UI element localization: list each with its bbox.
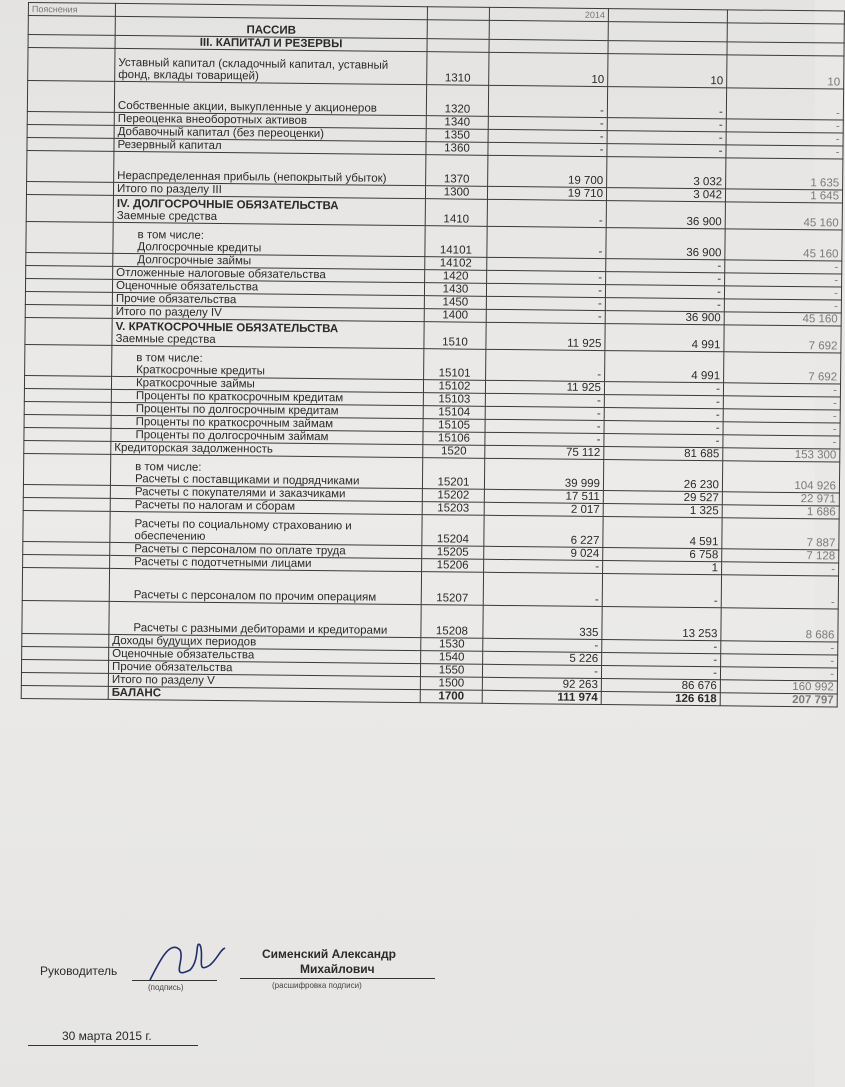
- value-2013-cell: 4 991: [605, 324, 724, 352]
- line-name: Заемные средства: [116, 209, 218, 223]
- note-cell: [26, 265, 113, 279]
- line-name-cell: [110, 511, 422, 545]
- value-2013-cell: -: [607, 87, 726, 119]
- signer-name-line1: Сименский Александр: [262, 947, 396, 961]
- note-cell: [25, 304, 112, 318]
- value-2014-cell: -: [485, 406, 604, 420]
- line-name: Прочие обязательства: [115, 292, 237, 307]
- value-2013-cell: 126 618: [601, 692, 720, 706]
- value-2012-cell: 45 160: [724, 312, 841, 326]
- line-name: Долгосрочные займы: [137, 254, 252, 268]
- line-code-cell: 1350: [426, 129, 488, 143]
- line-code-cell: [427, 39, 489, 53]
- note-cell: [28, 48, 115, 82]
- line-name: Проценты по краткосрочным займам: [135, 416, 334, 431]
- value-2012-cell: -: [721, 575, 838, 609]
- value-2013-cell: 29 527: [603, 491, 722, 505]
- line-code-cell: 15104: [423, 406, 485, 420]
- note-cell: [21, 659, 108, 673]
- signer-name-line2: Михайлович: [300, 962, 375, 976]
- value-2014-cell: 5 226: [483, 651, 602, 665]
- line-name: Расчеты с покупателями и заказчиками: [134, 486, 346, 501]
- value-2012-cell: -: [726, 119, 843, 133]
- line-name-cell: [114, 81, 426, 115]
- value-2012-cell: -: [726, 145, 843, 159]
- value-2014-cell: 17 511: [484, 489, 603, 503]
- value-2012-cell: -: [723, 409, 840, 423]
- value-2013-cell: 1: [603, 561, 722, 575]
- line-name: Расчеты с разными дебиторами и кредиторами: [133, 622, 388, 637]
- note-cell: [23, 541, 110, 555]
- line-name: Итого по разделу III: [116, 182, 222, 197]
- value-2013-cell: 3 032: [607, 157, 726, 189]
- note-cell: [24, 401, 111, 415]
- value-2012-cell: -: [726, 132, 843, 146]
- value-2012-cell: 7 128: [722, 549, 839, 563]
- value-2014-cell: [487, 257, 606, 271]
- line-code-cell: 15202: [422, 489, 484, 503]
- line-code-cell: 1520: [423, 445, 485, 459]
- line-code-cell: 1340: [426, 116, 488, 130]
- line-code-cell: 1420: [425, 270, 487, 284]
- header-note-cell: Пояснения: [28, 3, 115, 17]
- value-2012-cell: -: [725, 260, 842, 274]
- note-cell: [24, 388, 111, 402]
- line-name: в том числе:: [137, 229, 205, 242]
- line-code-cell: 1310: [427, 52, 489, 86]
- value-2012-cell: -: [722, 562, 839, 576]
- value-2013-cell: 4 991: [605, 351, 724, 383]
- value-2012-cell: 153 300: [723, 448, 840, 462]
- note-cell: [24, 375, 111, 389]
- line-name-cell: [113, 222, 425, 256]
- line-code-cell: 1530: [421, 638, 483, 652]
- value-2014-cell: 19 700: [488, 155, 607, 187]
- line-code-cell: 1400: [424, 309, 486, 323]
- line-name: Расчеты по налогам и сборам: [134, 499, 296, 513]
- line-name-sub: Краткосрочные кредиты: [136, 364, 266, 378]
- value-2012-cell: 45 160: [725, 229, 842, 261]
- note-cell: [23, 453, 110, 485]
- value-2014-cell: 6 227: [484, 515, 603, 547]
- value-2013-cell: 36 900: [606, 228, 725, 260]
- note-cell: [21, 685, 108, 699]
- value-2012-cell: 7 887: [722, 518, 839, 550]
- section-heading: IV. ДОЛГОСРОЧНЫЕ ОБЯЗАТЕЛЬСТВА: [116, 197, 339, 213]
- note-cell: [22, 646, 109, 660]
- line-name-cell: [110, 454, 422, 488]
- line-code-cell: 1370: [426, 155, 488, 187]
- date-line: [28, 1045, 198, 1046]
- value-2013-cell: -: [605, 285, 724, 299]
- note-cell: [25, 317, 112, 345]
- role-label: Руководитель: [40, 964, 118, 978]
- value-2014-cell: 39 999: [484, 458, 603, 490]
- value-2013-cell: 13 253: [602, 607, 721, 641]
- value-2012-cell: 7 692: [724, 325, 841, 353]
- value-2012-cell: 104 926: [722, 461, 839, 493]
- decode-caption: (расшифровка подписи): [272, 981, 362, 990]
- value-2012-cell: -: [725, 273, 842, 287]
- line-name: Проценты по долгосрочным кредитам: [135, 403, 339, 418]
- value-2013-cell: -: [607, 118, 726, 132]
- value-2014-cell: -: [488, 129, 607, 143]
- note-cell: [26, 181, 113, 195]
- line-name: БАЛАНС: [111, 686, 162, 700]
- line-name: Проценты по долгосрочным займам: [135, 429, 329, 444]
- line-name-cell: [112, 345, 424, 379]
- value-2012-cell: 10: [727, 55, 844, 89]
- value-2014-cell: -: [487, 270, 606, 284]
- value-2012-cell: 7 692: [724, 352, 841, 384]
- line-code-cell: 14102: [425, 257, 487, 271]
- value-2014-cell: -: [483, 638, 602, 652]
- value-2012-cell: -: [726, 88, 843, 120]
- line-code-cell: 1320: [426, 85, 488, 117]
- note-cell: [22, 633, 109, 647]
- value-2013-cell: 10: [608, 54, 727, 88]
- note-cell: [23, 510, 110, 542]
- line-code-cell: 15201: [422, 458, 484, 490]
- sign-caption: (подпись): [148, 983, 184, 992]
- line-code-cell: 1300: [425, 186, 487, 200]
- line-name: Заемные средства: [115, 332, 216, 346]
- value-2013-cell: -: [602, 574, 721, 608]
- line-name: Переоценка внеоборотных активов: [117, 112, 308, 127]
- line-code-cell: 15207: [421, 572, 483, 606]
- section-heading: V. КРАТКОСРОЧНЫЕ ОБЯЗАТЕЛЬСТВА: [115, 320, 339, 336]
- line-code-cell: 15208: [421, 605, 483, 639]
- line-name-cell: [112, 318, 424, 348]
- value-2013-cell: 1 325: [603, 504, 722, 518]
- line-name: Итого по разделу V: [111, 673, 215, 687]
- line-name: Оценочные обязательства: [115, 279, 259, 294]
- value-2012-cell: 22 971: [722, 492, 839, 506]
- line-name: Доходы будущих периодов: [112, 634, 257, 649]
- value-2013-cell: -: [602, 640, 721, 654]
- line-name-cell: [115, 48, 427, 84]
- note-cell: [27, 111, 114, 125]
- value-2012-cell: [727, 42, 844, 56]
- note-cell: [22, 600, 109, 634]
- value-2012-cell: 1 645: [725, 189, 842, 203]
- value-2014-cell: 92 263: [482, 677, 601, 691]
- line-code-cell: 15205: [422, 546, 484, 560]
- value-2013-cell: 3 042: [606, 188, 725, 202]
- value-2013-cell: 6 758: [603, 548, 722, 562]
- line-code-cell: 15103: [423, 393, 485, 407]
- value-2014-cell: 11 925: [486, 322, 605, 350]
- value-2012-cell: 1 686: [722, 505, 839, 519]
- value-2013-cell: -: [604, 395, 723, 409]
- line-code-cell: 1500: [420, 677, 482, 691]
- handwritten-signature: [140, 930, 230, 990]
- signature-block: [0, 900, 815, 1087]
- value-2013-cell: 81 685: [604, 447, 723, 461]
- value-2013-cell: -: [607, 144, 726, 158]
- value-2012-cell: -: [723, 383, 840, 397]
- value-2014-cell: -: [485, 432, 604, 446]
- value-2013-cell: 4 591: [603, 517, 722, 549]
- note-cell: [25, 278, 112, 292]
- section-title: ПАССИВ: [115, 16, 427, 38]
- note-cell: [27, 81, 114, 113]
- line-code-cell: 1550: [420, 664, 482, 678]
- note-cell: [27, 150, 114, 182]
- value-2013-cell: -: [604, 434, 723, 448]
- value-2014-cell: [489, 39, 608, 53]
- line-name: Добавочный капитал (без переоценки): [117, 125, 325, 141]
- value-2014-cell: 335: [483, 605, 602, 639]
- line-name: Краткосрочные займы: [135, 377, 255, 391]
- value-2012-cell: -: [721, 641, 838, 655]
- value-2014-cell: -: [487, 199, 606, 227]
- line-code-cell: 1360: [426, 142, 488, 156]
- value-2014-cell: -: [484, 559, 603, 573]
- note-cell: [21, 672, 108, 686]
- value-2014-cell: 19 710: [487, 186, 606, 200]
- line-code-cell: 1700: [420, 690, 482, 704]
- value-2012-cell: 160 992: [720, 680, 837, 694]
- note-cell: [23, 484, 110, 498]
- value-2014-cell: 9 024: [484, 546, 603, 560]
- value-2012-cell: 1 635: [726, 158, 843, 190]
- value-2012-cell: -: [723, 396, 840, 410]
- value-2013-cell: -: [606, 259, 725, 273]
- note-cell: [24, 414, 111, 428]
- value-2012-cell: -: [724, 299, 841, 313]
- value-2013-cell: 86 676: [601, 679, 720, 693]
- value-2013-cell: -: [604, 408, 723, 422]
- line-name: Расчеты с подотчетными лицами: [134, 556, 312, 570]
- value-2014-cell: -: [486, 296, 605, 310]
- value-2013-cell: 36 900: [605, 311, 724, 325]
- line-name-cell: [113, 195, 425, 225]
- value-2013-cell: -: [601, 666, 720, 680]
- line-code-cell: 15105: [423, 419, 485, 433]
- line-code-cell: 1450: [424, 296, 486, 310]
- note-cell: [26, 221, 113, 253]
- line-name: Итого по разделу IV: [115, 305, 222, 320]
- note-cell: [26, 252, 113, 266]
- value-2014-cell: -: [488, 142, 607, 156]
- note-cell: [23, 554, 110, 568]
- line-name-cell: [109, 568, 421, 604]
- line-name: Расчеты по социальному страхованию и обеспечению: [134, 518, 352, 543]
- line-code-cell: 1510: [424, 322, 486, 350]
- value-2013-cell: -: [606, 272, 725, 286]
- decode-line: [240, 978, 435, 979]
- line-name: Нераспределенная прибыль (непокрытый убыток): [117, 169, 387, 185]
- value-2014-cell: -: [486, 309, 605, 323]
- value-2014-cell: 10: [489, 52, 608, 86]
- line-name-sub: Долгосрочные кредиты: [137, 241, 262, 255]
- report-date: 30 марта 2015 г.: [62, 1029, 152, 1043]
- value-2012-cell: -: [723, 435, 840, 449]
- note-cell: [23, 497, 110, 511]
- value-2012-cell: -: [724, 286, 841, 300]
- line-name-cell: [109, 601, 421, 637]
- note-cell: [26, 194, 113, 222]
- note-cell: [24, 440, 111, 454]
- value-2014-cell: 75 112: [485, 445, 604, 459]
- value-2013-cell: -: [604, 421, 723, 435]
- value-2014-cell: -: [485, 419, 604, 433]
- value-2014-cell: 111 974: [482, 690, 601, 704]
- value-2013-cell: -: [602, 653, 721, 667]
- line-name: Прочие обязательства: [111, 660, 233, 675]
- line-name-cell: [108, 686, 420, 702]
- value-2013-cell: [608, 41, 727, 55]
- value-2013-cell: 36 900: [606, 201, 725, 229]
- line-name: Уставный капитал (складочный капитал, уставный фонд, вклады товарищей): [118, 56, 389, 83]
- line-code-cell: 15106: [423, 432, 485, 446]
- header-year-cell: 2014: [489, 7, 608, 21]
- value-2012-cell: -: [723, 422, 840, 436]
- line-name: Оценочные обязательства: [112, 647, 255, 662]
- balance-liabilities-table: [21, 2, 845, 708]
- line-code-cell: 15101: [424, 349, 486, 381]
- note-cell: [24, 427, 111, 441]
- line-name: в том числе:: [136, 352, 203, 365]
- line-name: Проценты по краткосрочным кредитам: [135, 390, 344, 405]
- line-name: Резервный капитал: [117, 138, 222, 153]
- value-2014-cell: -: [486, 349, 605, 381]
- line-name: Расчеты с персоналом по оплате труда: [134, 543, 346, 558]
- line-name: Кредиторская задолженность: [114, 441, 273, 456]
- value-2014-cell: -: [486, 283, 605, 297]
- line-code-cell: 15203: [422, 502, 484, 516]
- line-code-cell: 1540: [421, 651, 483, 665]
- line-name-sub: Расчеты с поставщиками и подрядчиками: [134, 473, 360, 488]
- line-code-cell: 1430: [424, 283, 486, 297]
- note-cell: [25, 344, 112, 376]
- value-2012-cell: 207 797: [720, 693, 837, 707]
- value-2014-cell: 2 017: [484, 502, 603, 516]
- value-2012-cell: 8 686: [721, 608, 838, 642]
- value-2014-cell: 11 925: [485, 380, 604, 394]
- note-cell: [25, 291, 112, 305]
- line-name: Собственные акции, выкупленные у акционеров: [117, 99, 377, 115]
- value-2012-cell: -: [720, 667, 837, 681]
- value-2014-cell: -: [483, 572, 602, 606]
- value-2012-cell: -: [721, 654, 838, 668]
- line-name: Расчеты с персоналом по прочим операциям: [133, 589, 377, 604]
- line-name: в том числе:: [135, 461, 202, 474]
- value-2013-cell: -: [607, 131, 726, 145]
- note-cell: [28, 35, 115, 49]
- value-2014-cell: -: [482, 664, 601, 678]
- line-code-cell: 14101: [425, 226, 487, 258]
- line-code-cell: 1410: [425, 199, 487, 227]
- line-name: Отложенные налоговые обязательства: [116, 266, 326, 282]
- value-2013-cell: 26 230: [603, 460, 722, 492]
- line-code-cell: 15102: [423, 380, 485, 394]
- value-2013-cell: -: [605, 298, 724, 312]
- value-2013-cell: -: [604, 382, 723, 396]
- value-2014-cell: -: [487, 226, 606, 258]
- note-cell: [27, 124, 114, 138]
- value-2014-cell: -: [488, 85, 607, 117]
- value-2012-cell: 45 160: [725, 202, 842, 230]
- line-code-cell: 15204: [422, 515, 484, 547]
- section-heading: III. КАПИТАЛ И РЕЗЕРВЫ: [199, 36, 343, 51]
- value-2014-cell: -: [485, 393, 604, 407]
- note-cell: [22, 567, 109, 601]
- value-2014-cell: -: [488, 116, 607, 130]
- line-name-cell: [114, 151, 426, 185]
- note-cell: [27, 137, 114, 151]
- line-code-cell: 15206: [422, 559, 484, 573]
